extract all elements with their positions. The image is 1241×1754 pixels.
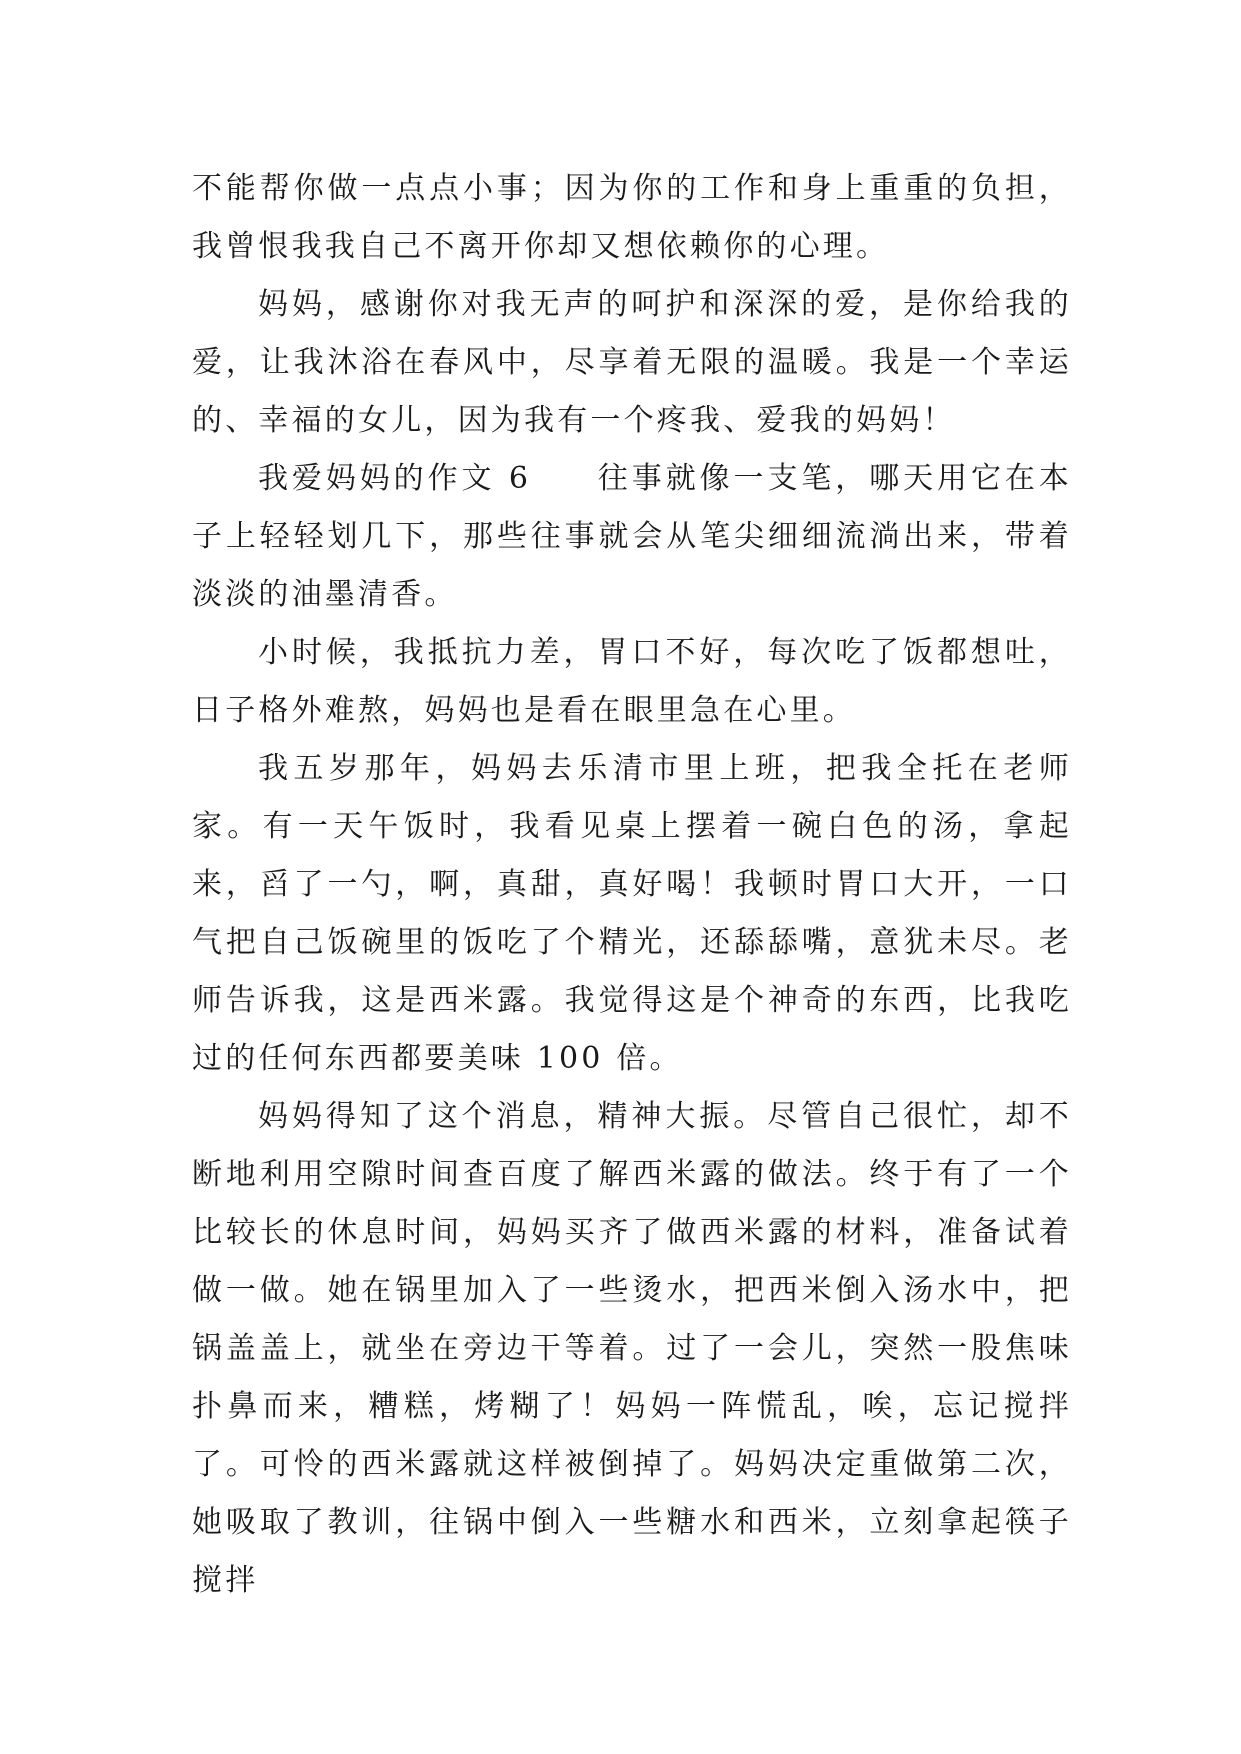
body-text [192,160,1072,1610]
paragraph-3 [192,450,1072,624]
essay-heading: 我爱妈妈的作文 6 [258,461,532,496]
paragraph-2: 妈妈，感谢你对我无声的呵护和深深的爱，是你给我的爱，让我沐浴在春风中，尽享着无限的温暖。我是一个幸运的、幸福的女儿，因为我有一个疼我、爱我的妈妈！ [192,287,1072,438]
paragraph-1: 不能帮你做一点点小事；因为你的工作和身上重重的负担，我曾恨我我自己不离开你却又想依赖你的心理。 [192,171,1072,264]
paragraph-5: 我五岁那年，妈妈去乐清市里上班，把我全托在老师家。有一天午饭时，我看见桌上摆着一碗白色的汤，拿起来，舀了一勺，啊，真甜，真好喝！我顿时胃口大开，一口气把自己饭碗里的饭吃了个精光，还舔舔嘴，意犹未尽。老师告诉我，这是西米露。我觉得这是个神奇的东西，比我吃过的任何东西都要美味 100 倍。 [192,751,1072,1076]
paragraph-6: 妈妈得知了这个消息，精神大振。尽管自己很忙，却不断地利用空隙时间查百度了解西米露的做法。终于有了一个比较长的休息时间，妈妈买齐了做西米露的材料，准备试着做一做。她在锅里加入了一些烫水，把西米倒入汤水中，把锅盖盖上，就坐在旁边干等着。过了一会儿，突然一股焦味扑鼻而来，糟糕，烤糊了！妈妈一阵慌乱，唉，忘记搅拌了。可怜的西米露就这样被倒掉了。妈妈决定重做第二次，她吸取了教训，往锅中倒入一些糖水和西米，立刻拿起筷子搅拌 [192,1099,1072,1598]
paragraph-3-text: 往事就像一支笔，哪天用它在本子上轻轻划几下，那些往事就会从笔尖细细流淌出来，带着淡淡的油墨清香。 [192,461,1072,612]
paragraph-4: 小时候，我抵抗力差，胃口不好，每次吃了饭都想吐，日子格外难熬，妈妈也是看在眼里急在心里。 [192,635,1072,728]
